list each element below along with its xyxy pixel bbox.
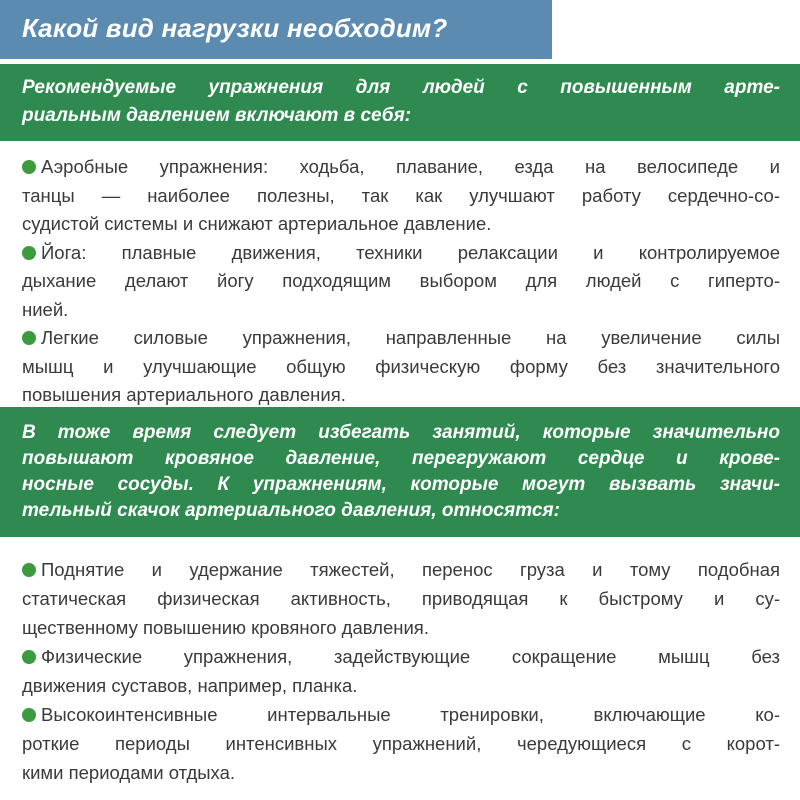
avoid-item-isometric [22, 642, 780, 700]
list-item-text: Аэробные упражнения: ходьба, плавание, езда на велосипеде и [41, 156, 780, 177]
list-item-line: кими периодами отдыха. [22, 762, 236, 783]
avoid-item-lifting [22, 555, 780, 642]
page-title: Какой вид нагрузки необходим? [22, 13, 448, 43]
list-item-line: мышц и улучшающие общую физическую форму без значительного [22, 355, 780, 377]
recommended-list [22, 153, 780, 410]
avoid-list [22, 555, 780, 787]
avoid-heading-line: повышают кровяное давление, перегружают сердце и крове- [22, 448, 780, 469]
list-item-text: Йога: плавные движения, техники релаксации и контролируемое [41, 241, 780, 263]
list-item-line: движения суставов, например, планка. [22, 675, 358, 696]
green-bullet-icon [22, 650, 36, 664]
list-item-line: повышения артериального давления. [22, 384, 346, 405]
green-bullet-icon [22, 563, 36, 577]
list-item-line: роткие периоды интенсивных упражнений, чередующиеся с корот- [22, 733, 780, 754]
list-item-line [22, 324, 780, 353]
list-item-line: судистой системы и снижают артериальное давление. [22, 213, 492, 234]
green-bullet-icon [22, 246, 36, 260]
list-item-line [22, 700, 780, 729]
recommended-item-yoga [22, 239, 780, 325]
list-item-text: Высокоинтенсивные интервальные тренировки, включающие ко- [41, 704, 780, 725]
avoid-item-hiit [22, 700, 780, 787]
green-bullet-icon [22, 708, 36, 722]
list-item-line: дыхание делают йогу подходящим выбором для людей с гиперто- [22, 270, 780, 291]
recommended-item-strength [22, 324, 780, 410]
green-bullet-icon [22, 160, 36, 174]
list-item-line [22, 153, 780, 182]
avoid-heading-line: В тоже время следует избегать занятий, которые значительно [22, 422, 780, 443]
list-item-text: Физические упражнения, задействующие сокращение мышц без [41, 646, 780, 667]
avoid-heading-band [0, 407, 800, 537]
title-bar [0, 0, 552, 59]
list-item-text: Поднятие и удержание тяжестей, перенос груза и тому подобная [41, 559, 780, 580]
recommended-heading-line: риальным давлением включают в себя: [22, 105, 412, 126]
green-bullet-icon [22, 331, 36, 345]
list-item-text: Легкие силовые упражнения, направленные на увеличение силы [41, 327, 780, 348]
list-item-line [22, 555, 780, 584]
avoid-heading-line: носные сосуды. К упражнениям, которые могут вызвать значи- [22, 474, 780, 495]
list-item-line: щественному повышению кровяного давления. [22, 617, 429, 638]
recommended-heading-line: Рекомендуемые упражнения для людей с повышенным арте- [22, 77, 780, 98]
avoid-heading-line: тельный скачок артериального давления, относятся: [22, 500, 560, 521]
list-item-line [22, 239, 780, 268]
list-item-line: статическая физическая активность, приводящая к быстрому и су- [22, 588, 780, 609]
list-item-line: танцы — наиболее полезны, так как улучшают работу сердечно-со- [22, 184, 780, 206]
list-item-line: нией. [22, 298, 69, 320]
recommended-heading-band [0, 64, 800, 141]
recommended-item-aerobic [22, 153, 780, 239]
list-item-line [22, 642, 780, 671]
